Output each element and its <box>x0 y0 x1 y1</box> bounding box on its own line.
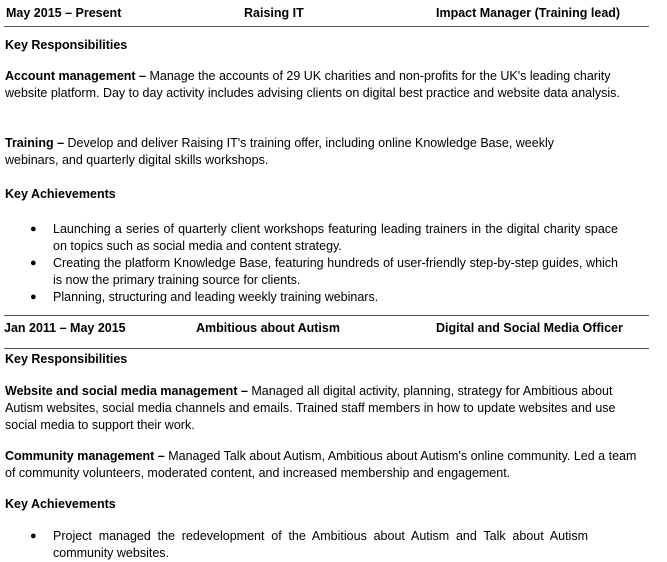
achievement-text: Creating the platform Knowledge Base, featuring hundreds of user-friendly step-by-step guides, which is now the primary training source for clients. <box>53 256 618 287</box>
job-header <box>4 315 649 349</box>
achievements-list <box>0 528 667 562</box>
bullet-dot-icon: ● <box>30 223 37 235</box>
achievement-text: Planning, structuring and leading weekly training webinars. <box>53 290 379 304</box>
achievements-list <box>0 221 667 306</box>
responsibility-paragraph <box>5 448 641 482</box>
responsibility-paragraph <box>5 383 625 434</box>
responsibility-title: Website and social media management – <box>5 384 248 398</box>
achievements-heading: Key Achievements <box>5 187 116 201</box>
achievement-text: Launching a series of quarterly client workshops featuring leading trainers in the digital charity space on topics such as social media and content strategy. <box>53 222 618 253</box>
bullet-dot-icon: ● <box>30 530 37 542</box>
list-item <box>0 528 588 562</box>
job-dates: May 2015 – Present <box>6 6 122 20</box>
job-dates: Jan 2011 – May 2015 <box>4 321 126 335</box>
responsibility-text: Managed Talk about Autism, Ambitious about Autism's online community. Led a team of community volunteers, moderated content, and increased membership and engagement. <box>5 449 637 480</box>
responsibilities-heading: Key Responsibilities <box>5 38 128 52</box>
responsibility-title: Community management – <box>5 449 165 463</box>
list-item <box>0 255 618 289</box>
list-item <box>0 221 618 255</box>
job-role: Impact Manager (Training lead) <box>436 6 621 20</box>
job-role: Digital and Social Media Officer <box>436 321 623 335</box>
job-organisation: Raising IT <box>244 6 304 20</box>
responsibility-title: Account management – <box>5 69 147 83</box>
achievement-text: Project managed the redevelopment of the Ambitious about Autism and Talk about Autism community websites. <box>53 529 588 560</box>
achievements-heading: Key Achievements <box>5 497 116 511</box>
responsibility-title: Training – <box>5 136 65 150</box>
responsibility-text: Manage the accounts of 29 UK charities and non-profits for the UK's leading charity website platform. Day to day activity includes advising clients on digital best practice and website data analysis. <box>5 69 620 100</box>
responsibility-paragraph <box>5 68 635 102</box>
bullet-dot-icon: ● <box>30 257 37 269</box>
list-item <box>0 289 618 306</box>
responsibilities-heading: Key Responsibilities <box>5 352 128 366</box>
responsibility-text: Develop and deliver Raising IT's training offer, including online Knowledge Base, weekly webinars, and quarterly digital skills workshops. <box>5 136 554 167</box>
responsibility-text: Managed all digital activity, planning, strategy for Ambitious about Autism websites, social media channels and emails. Trained staff members in how to update websites and use social media to support their work. <box>5 384 616 432</box>
responsibility-paragraph <box>5 135 560 169</box>
job-header <box>4 0 649 27</box>
job-organisation: Ambitious about Autism <box>196 321 340 335</box>
bullet-dot-icon: ● <box>30 291 37 303</box>
